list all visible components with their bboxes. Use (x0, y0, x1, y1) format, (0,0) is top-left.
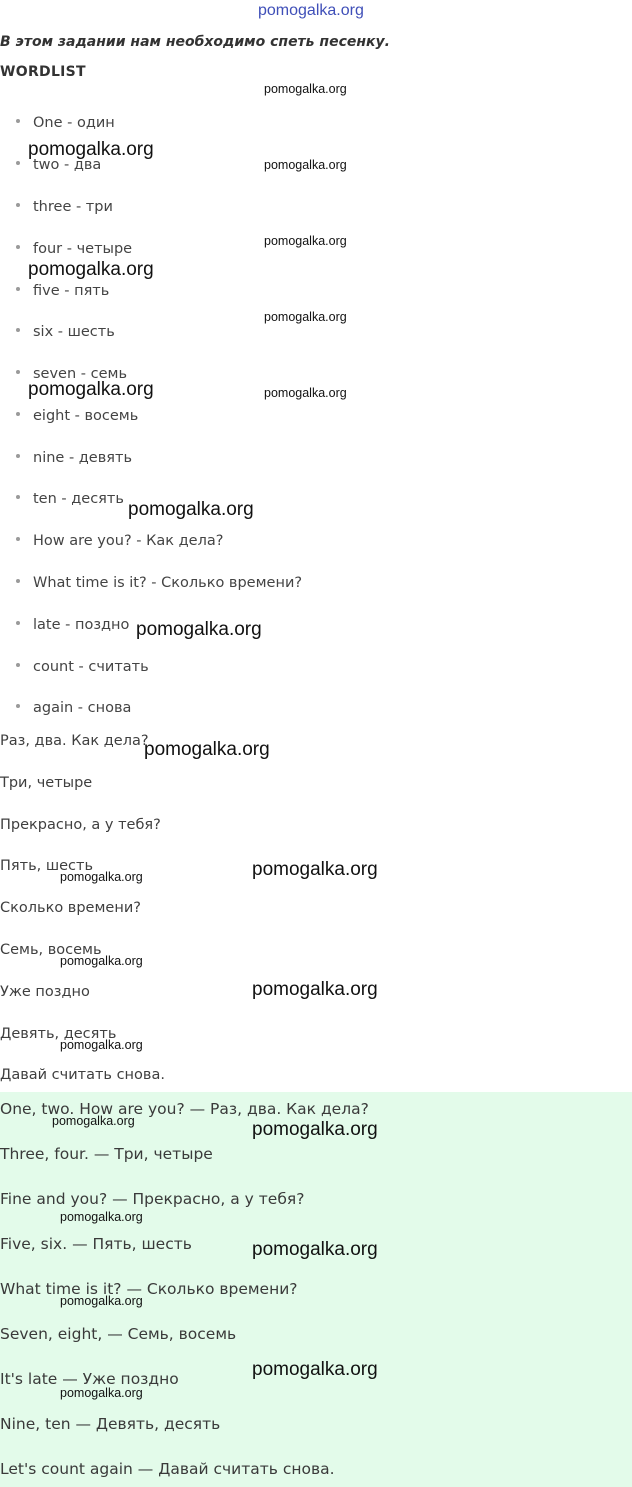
list-item (16, 533, 223, 549)
task-intro: В этом задании нам необходимо спеть песенку. (0, 34, 390, 50)
watermark: pomogalka.org (136, 619, 262, 640)
list-item-text: three - три (33, 199, 113, 215)
bullet-icon (16, 454, 20, 458)
bullet-icon (16, 579, 20, 583)
watermark: pomogalka.org (52, 1114, 135, 1128)
translation-line: What time is it? — Сколько времени? (0, 1280, 298, 1298)
watermark: pomogalka.org (264, 82, 347, 96)
watermark: pomogalka.org (144, 739, 270, 760)
watermark: pomogalka.org (28, 379, 154, 400)
bullet-icon (16, 203, 20, 207)
list-item-text: seven - семь (33, 366, 127, 382)
song-line: Пять, шесть (0, 858, 93, 874)
list-item (16, 408, 138, 424)
watermark: pomogalka.org (28, 139, 154, 160)
bullet-icon (16, 621, 20, 625)
bullet-icon (16, 412, 20, 416)
translation-line: Let's count again — Давай считать снова. (0, 1460, 335, 1478)
bullet-icon (16, 704, 20, 708)
list-item (16, 241, 132, 257)
watermark: pomogalka.org (60, 954, 143, 968)
list-item-text: again - снова (33, 700, 132, 716)
watermark: pomogalka.org (264, 158, 347, 172)
translation-line: It's late — Уже поздно (0, 1370, 179, 1388)
translation-line: Seven, eight, — Семь, восемь (0, 1325, 237, 1343)
bullet-icon (16, 161, 20, 165)
bullet-icon (16, 537, 20, 541)
watermark: pomogalka.org (60, 1038, 143, 1052)
translation-line: Nine, ten — Девять, десять (0, 1415, 221, 1433)
song-line: Уже поздно (0, 984, 90, 1000)
watermark: pomogalka.org (28, 259, 154, 280)
watermark: pomogalka.org (60, 1294, 143, 1308)
bullet-icon (16, 495, 20, 499)
list-item-text: ten - десять (33, 491, 124, 507)
list-item (16, 659, 149, 675)
song-line: Три, четыре (0, 775, 93, 791)
list-item-text: five - пять (33, 283, 110, 299)
list-item (16, 115, 115, 131)
song-line: Семь, восемь (0, 942, 102, 958)
song-line: Сколько времени? (0, 900, 141, 916)
list-item-text: late - поздно (33, 617, 130, 633)
list-item-text: six - шесть (33, 324, 115, 340)
list-item-text: nine - девять (33, 450, 132, 466)
site-watermark-top: pomogalka.org (258, 2, 364, 19)
list-item-text: How are you? - Как дела? (33, 533, 224, 549)
list-item-text: eight - восемь (33, 408, 139, 424)
list-item (16, 700, 131, 716)
song-line: Давай считать снова. (0, 1067, 165, 1083)
list-item-text: two - два (33, 157, 102, 173)
song-line: Девять, десять (0, 1026, 117, 1042)
watermark: pomogalka.org (252, 1239, 378, 1260)
list-item-text: One - один (33, 115, 115, 131)
song-line: Прекрасно, а у тебя? (0, 817, 161, 833)
watermark: pomogalka.org (264, 310, 347, 324)
watermark: pomogalka.org (264, 386, 347, 400)
translation-line: Fine and you? — Прекрасно, а у тебя? (0, 1190, 305, 1208)
watermark: pomogalka.org (60, 1210, 143, 1224)
translation-line: Five, six. — Пять, шесть (0, 1235, 192, 1253)
list-item-text: four - четыре (33, 241, 133, 257)
watermark: pomogalka.org (60, 1386, 143, 1400)
bullet-icon (16, 119, 20, 123)
list-item (16, 575, 302, 591)
list-item-text: What time is it? - Сколько времени? (33, 575, 303, 591)
list-item (16, 199, 113, 215)
list-item (16, 617, 129, 633)
list-item (16, 450, 132, 466)
watermark: pomogalka.org (252, 859, 378, 880)
wordlist-title: WORDLIST (0, 64, 86, 80)
watermark: pomogalka.org (252, 1359, 378, 1380)
watermark: pomogalka.org (252, 1119, 378, 1140)
bullet-icon (16, 328, 20, 332)
list-item-text: count - считать (33, 659, 149, 675)
bullet-icon (16, 245, 20, 249)
watermark: pomogalka.org (60, 870, 143, 884)
bullet-icon (16, 370, 20, 374)
bullet-icon (16, 287, 20, 291)
list-item (16, 491, 124, 507)
watermark: pomogalka.org (252, 979, 378, 1000)
bullet-icon (16, 663, 20, 667)
translation-line: Three, four. — Три, четыре (0, 1145, 213, 1163)
translation-line: One, two. How are you? — Раз, два. Как дела? (0, 1100, 369, 1118)
list-item (16, 283, 109, 299)
watermark: pomogalka.org (264, 234, 347, 248)
watermark: pomogalka.org (128, 499, 254, 520)
song-line: Раз, два. Как дела? (0, 733, 149, 749)
list-item (16, 324, 115, 340)
